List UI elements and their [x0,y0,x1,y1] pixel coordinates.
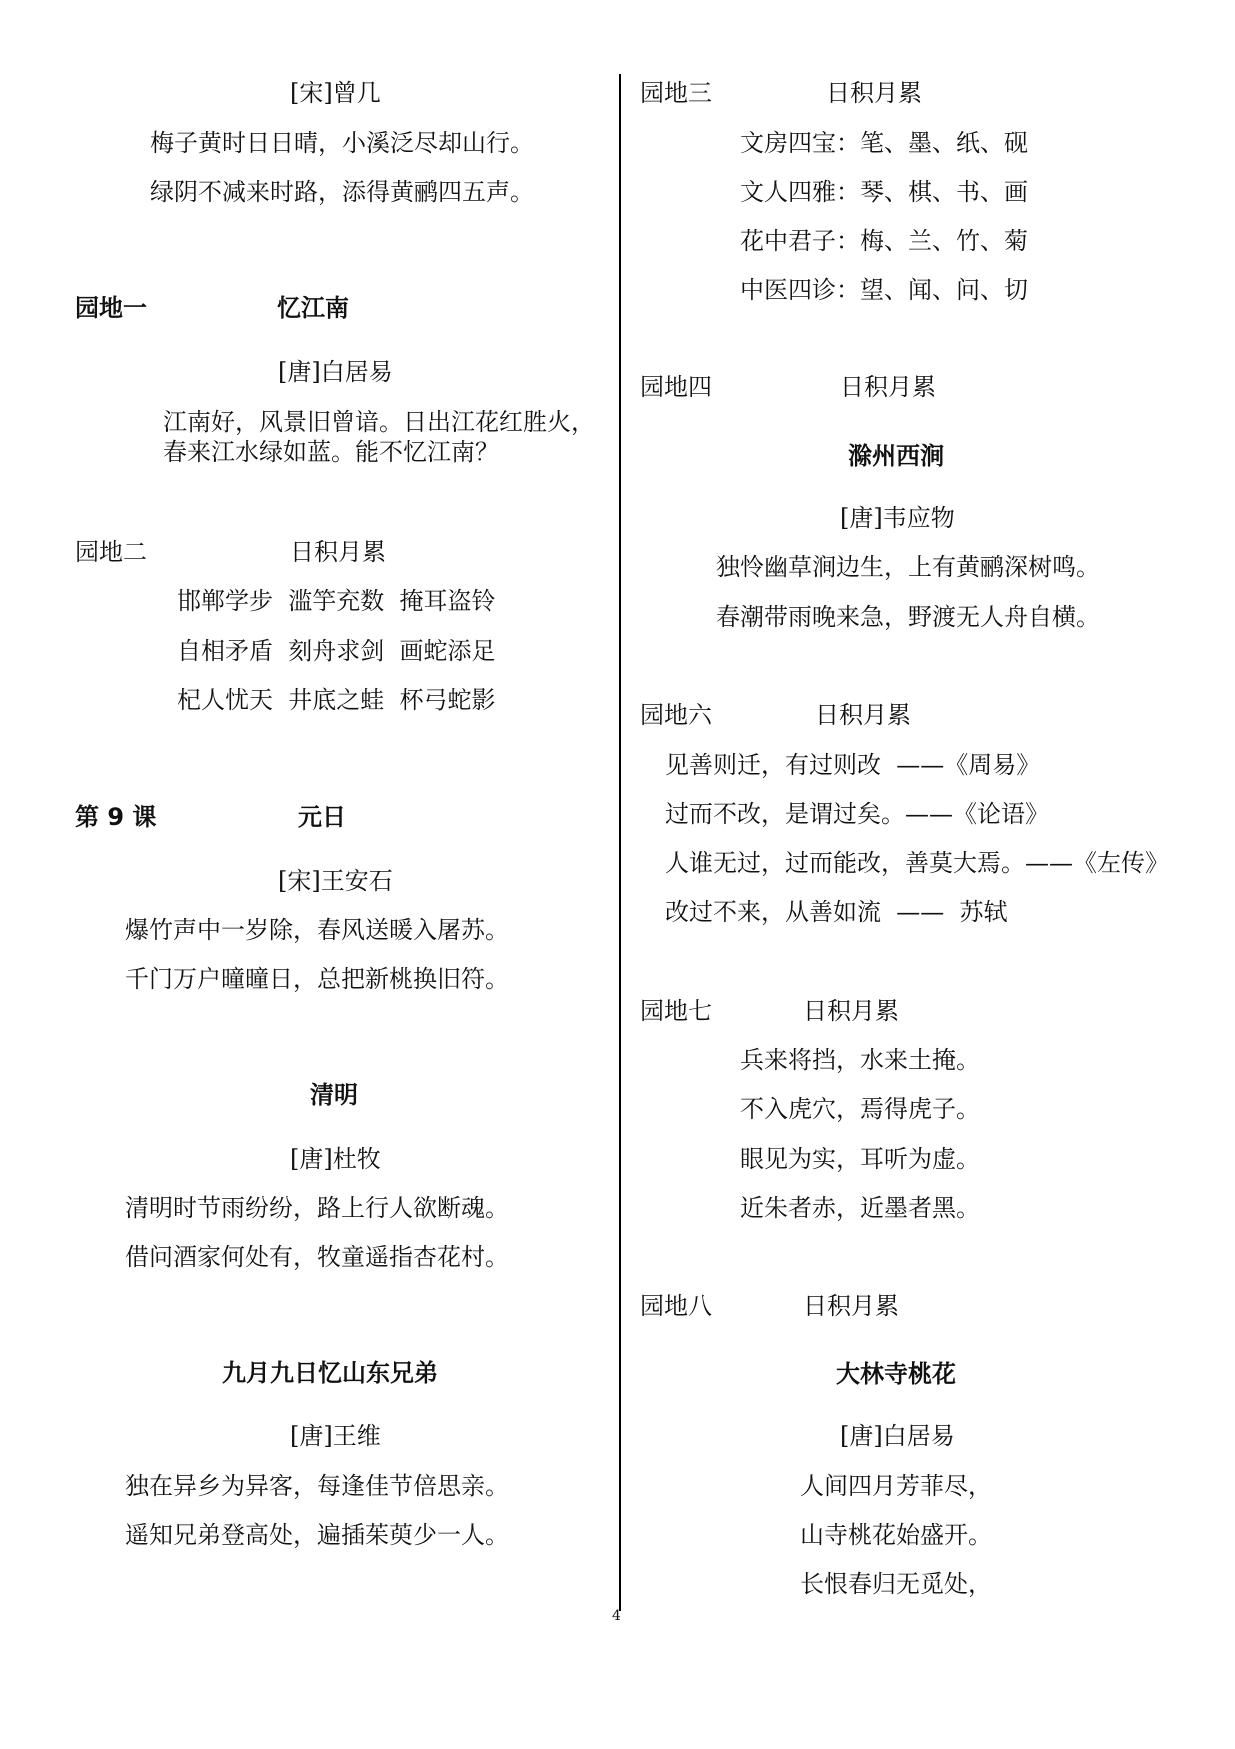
poem-author: [唐]白居易 [840,1422,955,1450]
knowledge-row: 花中君子：梅、兰、竹、菊 [740,227,1028,255]
poem-line: 清明时节雨纷纷，路上行人欲断魂。 [125,1194,509,1222]
poem-line: 千门万户曈曈日，总把新桃换旧符。 [125,965,509,993]
section-label: 园地七 [640,997,712,1025]
poem-line: 江南好，风景旧曾谙。日出江花红胜火， [163,408,595,436]
proverb-line: 近朱者赤，近墨者黑。 [740,1194,980,1222]
quote-line: 改过不来，从善如流 —— 苏轼 [665,898,1008,926]
poem-line: 人间四月芳菲尽， [800,1472,992,1500]
poem-line: 梅子黄时日日晴，小溪泛尽却山行。 [150,129,534,157]
poem-title: 清明 [310,1081,358,1109]
poem-author: [宋]曾几 [290,79,381,107]
knowledge-row: 中医四诊：望、闻、问、切 [740,276,1028,304]
poem-author: [宋]王安石 [278,867,393,895]
poem-title: 大林寺桃花 [836,1360,956,1388]
poem-author: [唐]王维 [290,1422,381,1450]
poem-line: 长恨春归无觅处， [800,1570,992,1598]
section-label: 园地三 [640,79,712,107]
quote-line: 过而不改，是谓过矣。——《论语》 [665,800,1049,828]
poem-line: 独怜幽草涧边生，上有黄鹂深树鸣。 [716,553,1100,581]
section-label: 园地二 [75,538,147,566]
poem-author: [唐]韦应物 [840,504,955,532]
poem-line: 借问酒家何处有，牧童遥指杏花村。 [125,1243,509,1271]
section-title: 日积月累 [803,1292,899,1320]
section-label: 园地六 [640,701,712,729]
section-title: 日积月累 [803,997,899,1025]
poem-author: [唐]杜牧 [290,1145,381,1173]
poem-title: 忆江南 [277,294,349,322]
proverb-line: 眼见为实，耳听为虚。 [740,1145,980,1173]
idiom-row: 杞人忧天 井底之蛙 杯弓蛇影 [177,686,496,714]
poem-line: 山寺桃花始盛开。 [800,1521,992,1549]
section-label: 园地八 [640,1292,712,1320]
poem-author: [唐]白居易 [278,358,393,386]
idiom-row: 自相矛盾 刻舟求剑 画蛇添足 [177,637,496,665]
quote-line: 人谁无过，过而能改，善莫大焉。——《左传》 [665,849,1169,877]
poem-line: 春潮带雨晚来急，野渡无人舟自横。 [716,603,1100,631]
section-title: 日积月累 [815,701,911,729]
proverb-line: 不入虎穴，焉得虎子。 [740,1095,980,1123]
poem-line: 绿阴不减来时路，添得黄鹂四五声。 [150,178,534,206]
knowledge-row: 文房四宝：笔、墨、纸、砚 [740,129,1028,157]
poem-line: 爆竹声中一岁除，春风送暖入屠苏。 [125,916,509,944]
section-label: 园地四 [640,373,712,401]
knowledge-row: 文人四雅：琴、棋、书、画 [740,178,1028,206]
poem-line: 独在异乡为异客，每逢佳节倍思亲。 [125,1472,509,1500]
page-number: 4 [612,1608,621,1624]
section-label: 园地一 [75,294,147,322]
section-title: 日积月累 [840,373,936,401]
poem-title: 元日 [298,803,346,831]
lesson-label: 第 9 课 [75,803,157,831]
poem-line: 春来江水绿如蓝。能不忆江南？ [163,438,499,466]
section-title: 日积月累 [290,538,386,566]
proverb-line: 兵来将挡，水来土掩。 [740,1046,980,1074]
idiom-row: 邯郸学步 滥竽充数 掩耳盗铃 [177,587,496,615]
section-title: 日积月累 [826,79,922,107]
quote-line: 见善则迁，有过则改 ——《周易》 [665,751,1041,779]
poem-title: 九月九日忆山东兄弟 [222,1359,438,1387]
column-divider [619,74,621,1611]
poem-title: 滁州西涧 [848,442,944,470]
poem-line: 遥知兄弟登高处，遍插茱萸少一人。 [125,1521,509,1549]
